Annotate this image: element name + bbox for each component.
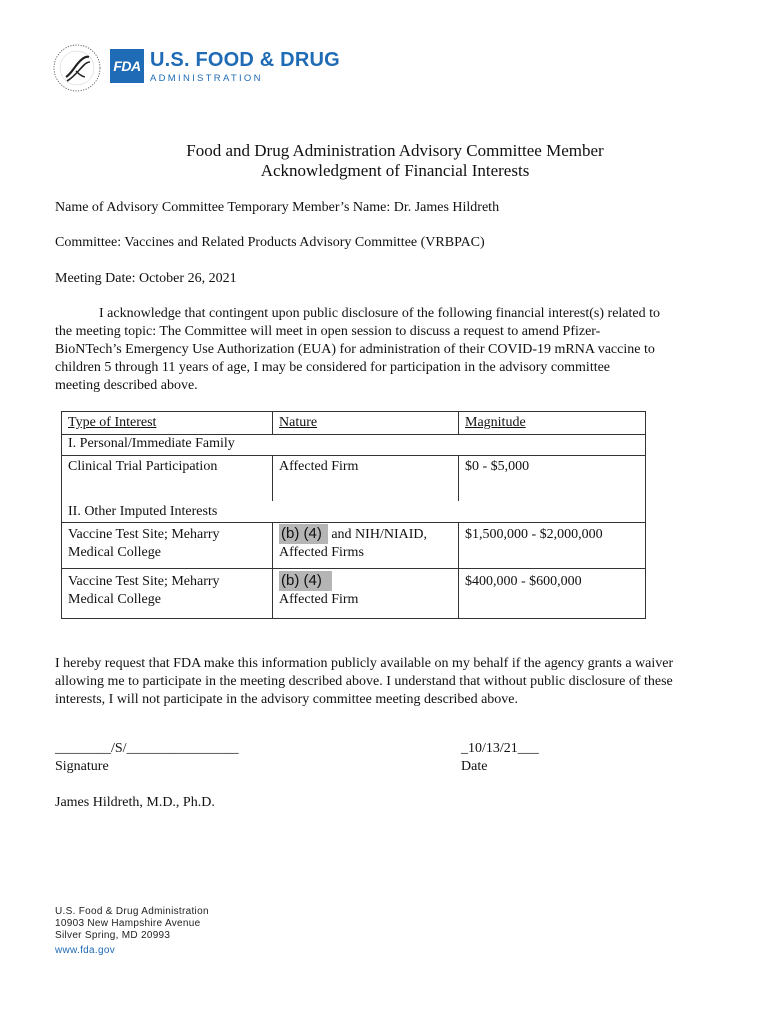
request-line: interests, I will not participate in the advisory committee meeting described above.	[55, 692, 519, 707]
row2-type	[68, 526, 220, 562]
committee-field: Committee: Vaccines and Related Products Advisory Committee (VRBPAC)	[55, 235, 485, 250]
row3-type-line2: Medical College	[68, 592, 161, 607]
fda-brand-subtitle: ADMINISTRATION	[150, 73, 263, 84]
fda-brand-name: U.S. FOOD & DRUG	[150, 49, 340, 71]
acknowledgment-paragraph	[55, 305, 715, 395]
header-type-of-interest: Type of Interest	[68, 415, 157, 430]
request-line: allowing me to participate in the meeting described above. I understand that without public disclosure of these	[55, 674, 673, 689]
acknowledgment-line: I acknowledge that contingent upon public disclosure of the following financial interest(s) related to	[99, 306, 660, 321]
row2-type-line1: Vaccine Test Site; Meharry	[68, 527, 220, 542]
footer-agency: U.S. Food & Drug Administration	[55, 906, 209, 917]
row3-nature-line2: Affected Firm	[279, 592, 359, 607]
section-personal-family: I. Personal/Immediate Family	[68, 436, 235, 451]
row2-type-line2: Medical College	[68, 545, 161, 560]
row3-type-line1: Vaccine Test Site; Meharry	[68, 574, 220, 589]
hhs-seal-icon	[52, 43, 102, 93]
signature-line: ________/S/________________	[55, 741, 239, 756]
footer-website-link[interactable]: www.fda.gov	[55, 945, 115, 956]
member-name-field: Name of Advisory Committee Temporary Member’s Name: Dr. James Hildreth	[55, 200, 500, 215]
request-paragraph	[55, 655, 715, 709]
fda-logo-box: FDA	[110, 49, 144, 83]
signer-name: James Hildreth, M.D., Ph.D.	[55, 795, 215, 810]
table-divider	[458, 522, 459, 618]
request-line: I hereby request that FDA make this information publicly available on my behalf if the agency grants a waiver	[55, 656, 674, 671]
table-divider	[272, 412, 273, 434]
row3-magnitude: $400,000 - $600,000	[465, 574, 582, 589]
row1-nature: Affected Firm	[279, 459, 359, 474]
table-divider	[458, 455, 459, 501]
row2-nature-line2: Affected Firms	[279, 545, 364, 560]
financial-interests-table	[61, 411, 646, 619]
table-divider	[458, 412, 459, 434]
table-divider	[272, 455, 273, 501]
footer-city: Silver Spring, MD 20993	[55, 930, 171, 941]
table-divider	[62, 522, 645, 523]
row3-nature	[279, 571, 358, 609]
redaction-b4: (b) (4)	[279, 524, 328, 544]
signature-label: Signature	[55, 759, 109, 774]
table-divider	[62, 455, 645, 456]
row1-magnitude: $0 - $5,000	[465, 459, 530, 474]
acknowledgment-line: children 5 through 11 years of age, I may be considered for participation in the advisory committee	[55, 360, 611, 375]
acknowledgment-line: BioNTech’s Emergency Use Authorization (EUA) for administration of their COVID-19 mRNA vaccine to	[55, 342, 655, 357]
footer-address	[55, 906, 209, 957]
row3-type	[68, 573, 220, 609]
row2-nature-suffix: and NIH/NIAID,	[327, 527, 427, 542]
date-line: _10/13/21___	[461, 741, 539, 756]
row2-nature	[279, 524, 427, 562]
document-title-line1: Food and Drug Administration Advisory Committee Member	[186, 141, 604, 160]
row1-type: Clinical Trial Participation	[68, 459, 218, 474]
date-label: Date	[461, 759, 488, 774]
meeting-date-field: Meeting Date: October 26, 2021	[55, 271, 237, 286]
acknowledgment-line: the meeting topic: The Committee will meet in open session to discuss a request to amend Pfizer-	[55, 324, 601, 339]
table-divider	[62, 568, 645, 569]
header-nature: Nature	[279, 415, 318, 430]
document-title-line2: Acknowledgment of Financial Interests	[260, 161, 530, 180]
section-imputed-interests: II. Other Imputed Interests	[68, 504, 218, 519]
acknowledgment-line: meeting described above.	[55, 378, 198, 393]
header-magnitude: Magnitude	[465, 415, 526, 430]
footer-street: 10903 New Hampshire Avenue	[55, 918, 201, 929]
redaction-b4: (b) (4)	[279, 571, 332, 591]
table-divider	[272, 522, 273, 618]
row2-magnitude: $1,500,000 - $2,000,000	[465, 527, 603, 542]
